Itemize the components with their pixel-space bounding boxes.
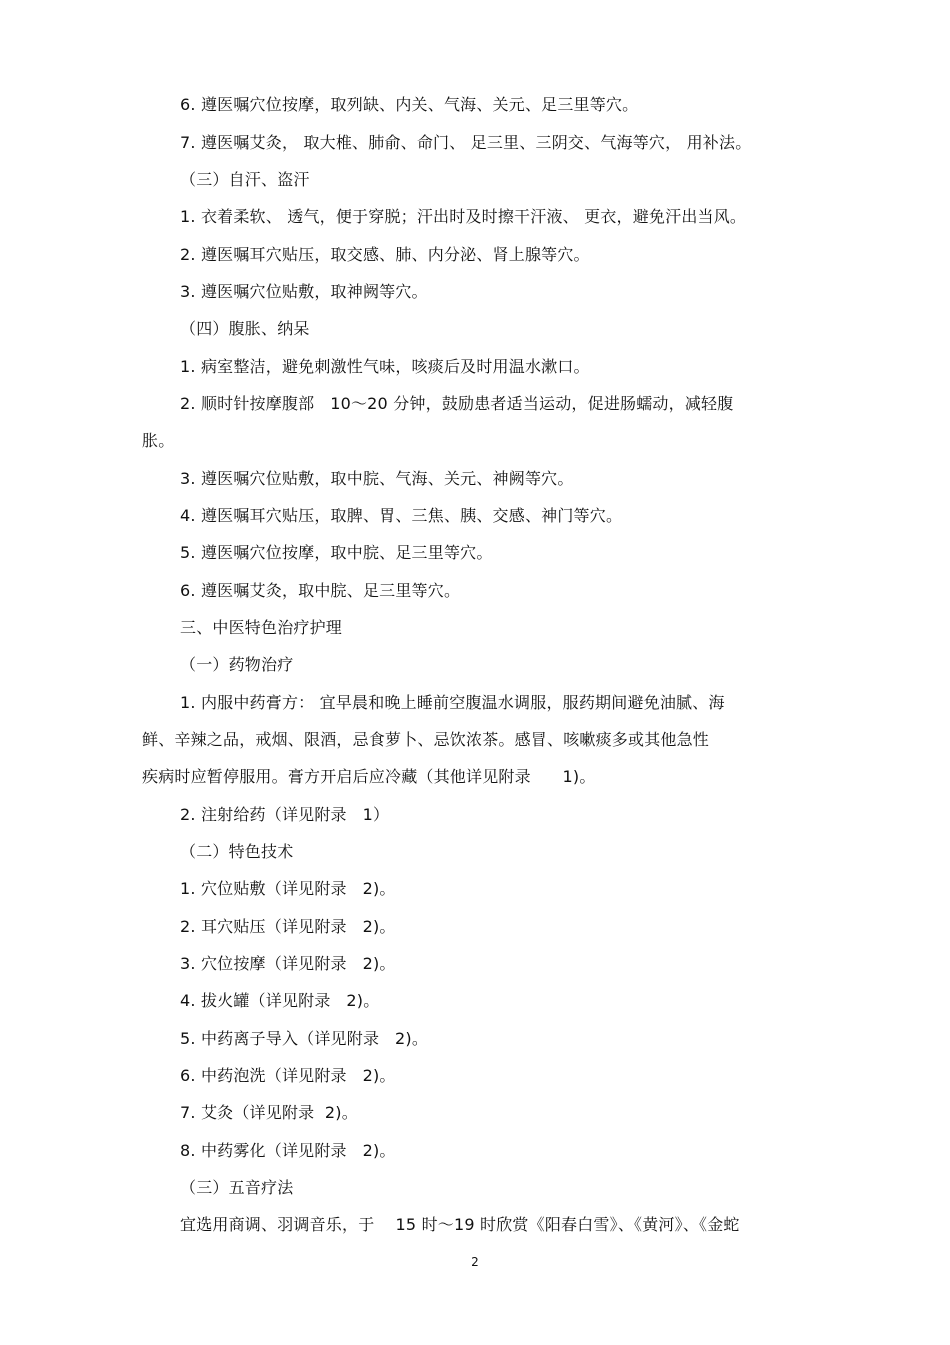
text-line: 1. 内服中药膏方： 宜早晨和晚上睡前空腹温水调服，服药期间避免油腻、海 [180,693,725,712]
text-line: 胀。 [142,431,175,450]
text-line: 6. 中药泡洗（详见附录 2)。 [180,1066,396,1085]
text-line: 4. 拔火罐（详见附录 2)。 [180,991,380,1010]
text-line: 5. 中药离子导入（详见附录 2)。 [180,1029,429,1048]
text-line: 4. 遵医嘱耳穴贴压，取脾、胃、三焦、胰、交感、神门等穴。 [180,506,623,525]
text-line: 7. 艾灸（详见附录 2)。 [180,1103,358,1122]
text-line: 2. 顺时针按摩腹部 10～20 分钟，鼓励患者适当运动，促进肠蠕动，减轻腹 [180,394,734,413]
section-heading: （一）药物治疗 [180,655,294,674]
text-line: 3. 遵医嘱穴位贴敷，取神阙等穴。 [180,282,428,301]
page-number: 2 [471,1255,479,1269]
text-line: 5. 遵医嘱穴位按摩，取中脘、足三里等穴。 [180,543,493,562]
section-heading: （二）特色技术 [180,842,294,861]
text-line: 6. 遵医嘱艾灸，取中脘、足三里等穴。 [180,581,461,600]
text-line: 8. 中药雾化（详见附录 2)。 [180,1141,396,1160]
text-line: 鲜、辛辣之品，戒烟、限酒，忌食萝卜、忌饮浓茶。感冒、咳嗽痰多或其他急性 [142,730,710,749]
text-line: 1. 穴位贴敷（详见附录 2)。 [180,879,396,898]
section-heading: 三、中医特色治疗护理 [180,618,343,637]
text-line: 1. 衣着柔软、 透气，便于穿脱；汗出时及时擦干汗液、 更衣，避免汗出当风。 [180,207,747,226]
text-line: 宜选用商调、羽调音乐，于 15 时～19 时欣赏《阳春白雪》、《黄河》、《金蛇 [180,1215,740,1234]
text-line: 3. 穴位按摩（详见附录 2)。 [180,954,396,973]
section-heading: （三）五音疗法 [180,1178,294,1197]
text-line: 2. 注射给药（详见附录 1） [180,805,390,824]
text-line: 2. 耳穴贴压（详见附录 2)。 [180,917,396,936]
text-line: 7. 遵医嘱艾灸， 取大椎、肺俞、命门、 足三里、三阴交、气海等穴， 用补法。 [180,133,752,152]
text-line: 2. 遵医嘱耳穴贴压，取交感、肺、内分泌、肾上腺等穴。 [180,245,590,264]
section-heading: （三）自汗、盗汗 [180,170,310,189]
text-line: 1. 病室整洁，避免刺激性气味，咳痰后及时用温水漱口。 [180,357,590,376]
section-heading: （四）腹胀、纳呆 [180,319,310,338]
text-line: 疾病时应暂停服用。膏方开启后应冷藏（其他详见附录 1)。 [142,767,596,786]
text-line: 3. 遵医嘱穴位贴敷，取中脘、气海、关元、神阙等穴。 [180,469,574,488]
text-line: 6. 遵医嘱穴位按摩，取列缺、内关、气海、关元、足三里等穴。 [180,95,639,114]
